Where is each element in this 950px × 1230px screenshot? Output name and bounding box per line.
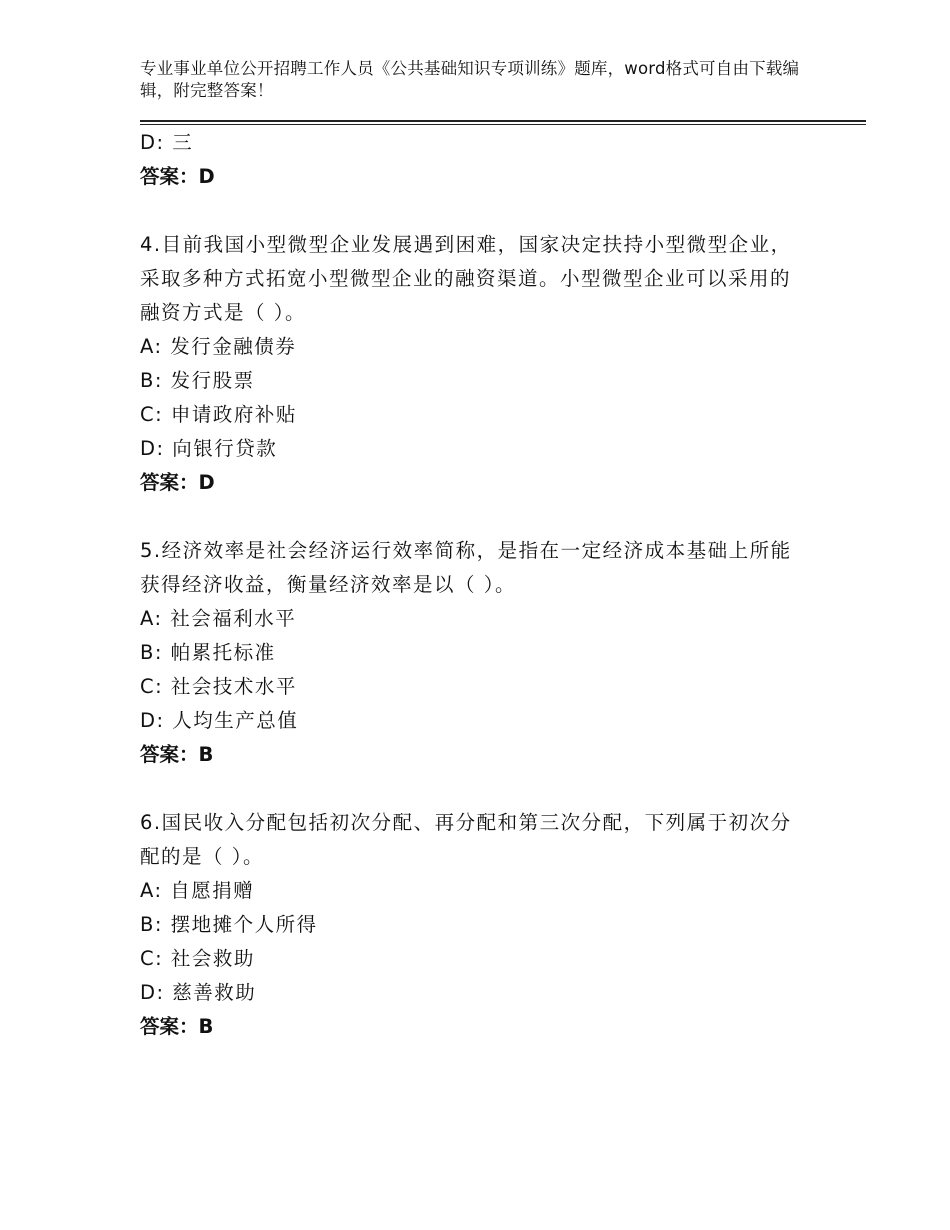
option-c: C: 社会技术水平	[140, 675, 297, 698]
question-4	[140, 228, 800, 500]
question-content	[140, 126, 800, 1044]
carryover-answer: 答案：D	[140, 165, 215, 188]
spacer	[140, 194, 800, 228]
answer: 答案：B	[140, 1015, 214, 1038]
option-c: C: 社会救助	[140, 947, 255, 970]
option-c: C: 申请政府补贴	[140, 403, 297, 426]
spacer	[140, 500, 800, 534]
header-rule-thin	[140, 124, 866, 125]
option-a: A: 发行金融债券	[140, 335, 297, 358]
option-b: B: 发行股票	[140, 369, 255, 392]
answer: 答案：B	[140, 743, 214, 766]
option-d: D: 慈善救助	[140, 981, 257, 1004]
question-stem: 4.目前我国小型微型企业发展遇到困难，国家决定扶持小型微型企业，采取多种方式拓宽小型微型企业的融资渠道。小型微型企业可以采用的融资方式是（ ）。	[140, 233, 792, 324]
option-b: B: 帕累托标准	[140, 641, 276, 664]
header-rule-thick	[140, 120, 866, 122]
spacer	[140, 772, 800, 806]
question-5	[140, 534, 800, 772]
question-stem: 6.国民收入分配包括初次分配、再分配和第三次分配，下列属于初次分配的是（ ）。	[140, 811, 792, 868]
page-header: 专业事业单位公开招聘工作人员《公共基础知识专项训练》题库，word格式可自由下载编辑，附完整答案！	[140, 59, 800, 100]
question-6	[140, 806, 800, 1044]
answer: 答案：D	[140, 471, 215, 494]
option-d: D: 人均生产总值	[140, 709, 299, 732]
option-a: A: 自愿捐赠	[140, 879, 255, 902]
question-stem: 5.经济效率是社会经济运行效率简称，是指在一定经济成本基础上所能获得经济收益，衡量经济效率是以（ ）。	[140, 539, 792, 596]
option-a: A: 社会福利水平	[140, 607, 297, 630]
carryover-option-d: D: 三	[140, 131, 194, 154]
option-b: B: 摆地摊个人所得	[140, 913, 318, 936]
option-d: D: 向银行贷款	[140, 437, 278, 460]
